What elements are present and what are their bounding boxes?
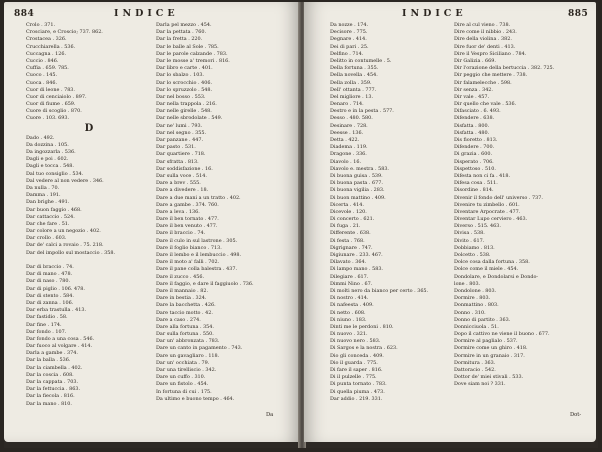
index-entry: Dar buon faggio . 468.: [26, 206, 82, 213]
index-entry: Cuoco . 145.: [26, 72, 58, 79]
index-entry: Dobbiamo . 813.: [454, 244, 495, 251]
index-entry: Cuor di fiume . 659.: [26, 101, 76, 108]
index-entry: Digiunare . 233. 467.: [330, 252, 383, 258]
index-entry: Dilegiare . 617.: [330, 273, 369, 280]
index-entry: Dar lo spruzzolo . 548.: [156, 86, 213, 93]
index-entry: Dar la fettuccia . 863.: [26, 386, 81, 393]
index-entry: Darla pel mezzo . 454.: [156, 22, 212, 28]
index-entry: Di fare il saper . 816.: [330, 367, 383, 373]
index-entry: Dire al cul vieno . 738.: [454, 22, 511, 28]
index-entry: Dolcetto . 538.: [454, 252, 491, 258]
index-entry: Dir l'orazione della bertuccia . 382. 725.: [454, 65, 555, 72]
index-entry: Detta . 422.: [330, 137, 360, 143]
index-entry: Dar la fiecola . 816.: [26, 393, 75, 400]
index-entry: Dare un cuffo . 310.: [156, 374, 206, 381]
index-entry: Dar un' occhiata . 79.: [156, 359, 210, 366]
index-entry: Dare il moto a' falli . 702.: [156, 259, 220, 266]
index-entry: Dolce come il miele . 454.: [454, 266, 519, 273]
index-entry: Cuffia . 659. 785.: [26, 65, 69, 72]
index-entry: Dare il foglio bianco . 713.: [156, 244, 222, 251]
index-entry: Dado . 492.: [26, 134, 55, 141]
index-entry: Dar cattaccio . 524.: [26, 213, 75, 220]
index-entry: Da ultimo e buono tempo . 464.: [156, 395, 235, 402]
index-entry: Dar panzane . 447.: [156, 137, 204, 143]
index-entry: Dagli e tocca . 548.: [26, 163, 74, 170]
index-entry: Dragone . 336.: [330, 151, 367, 158]
index-entry: Desinare . 728.: [330, 122, 368, 129]
index-entry: Dare a gambe . 374. 760.: [156, 201, 219, 208]
index-entry: Disordine . 814.: [454, 187, 494, 194]
index-entry: Dar fondo . 107.: [26, 328, 67, 335]
index-entry: Disfatta . 480.: [454, 129, 490, 136]
index-entry: Dar di mano . 478.: [26, 271, 73, 278]
index-entry: In fortuna di cui . 175.: [156, 388, 212, 395]
index-entry: Cuor di leone . 783.: [26, 86, 75, 93]
index-entry: Dar addio . 219. 331.: [330, 395, 383, 402]
index-entry: Divisa . 538.: [454, 230, 485, 237]
index-entry: Dar ne' lumi . 793.: [156, 122, 203, 129]
index-column-left-1: [26, 22, 152, 408]
index-entry: Dare a divedere . 18.: [156, 187, 209, 194]
index-entry: Dormire in un granaio . 317.: [454, 352, 525, 359]
section-letter: D: [84, 122, 94, 134]
index-entry: Destro e in la pesta . 577.: [330, 108, 394, 115]
index-entry: Dar la ciambella . 402.: [26, 364, 83, 371]
index-entry: Delitto in contumelle . 5.: [330, 57, 392, 64]
index-entry: Dar fuoco al volgare . 414.: [26, 343, 93, 350]
index-entry: Di molti nero da bianco per certo . 365.: [330, 287, 429, 294]
index-entry: Dar fine . 174.: [26, 321, 62, 328]
index-entry: Diventar Lupo cerviero . 463.: [454, 216, 528, 223]
index-entry: Del migliore . 13.: [330, 93, 374, 100]
index-entry: Dagli e poi . 602.: [26, 156, 69, 163]
index-entry: Decisore . 775.: [330, 29, 368, 36]
index-entry: Da nozze . 174.: [330, 22, 369, 28]
index-entry: Dove siam noi ? 331.: [454, 381, 506, 388]
index-entry: Di concerto . 621.: [330, 216, 375, 223]
index-entry: Dondolare, e Dondolarsi e Dondo-: [454, 273, 539, 280]
index-entry: Di Sargos e la nostra . 623.: [330, 345, 398, 352]
index-entry: Dar che fare . 51.: [26, 220, 70, 227]
index-entry: Dan brighe . 491.: [26, 199, 70, 206]
index-entry: Cuoca . 846.: [26, 79, 58, 86]
index-entry: Cuore . 103. 693.: [26, 115, 70, 122]
page-number-right: 885: [568, 9, 589, 19]
index-entry: Di grazia . 600.: [454, 151, 493, 158]
index-entry: Dei di pari . 25.: [330, 43, 369, 50]
index-entry: Dilavato . 364.: [330, 259, 367, 266]
index-entry: Difasciato . 6. 493.: [454, 108, 501, 115]
index-entry: Difesa cosa . 511.: [454, 180, 498, 187]
index-entry: Dare il mannaio . 82.: [156, 287, 209, 294]
index-entry: Dare il braccio . 74.: [156, 230, 206, 237]
page-heading-left: INDICE: [114, 8, 179, 19]
index-entry: Di fuga . 21.: [330, 223, 361, 230]
index-entry: Dir senza . 342.: [454, 86, 493, 93]
index-entry: Dio il guarda . 775.: [330, 359, 378, 366]
index-entry: Dar colore a un negozio . 402.: [26, 228, 101, 235]
index-entry: Dir peggio che mettere . 738.: [454, 72, 528, 79]
index-entry: Delfino . 714.: [330, 50, 364, 57]
index-entry: Dar la fretta . 220.: [156, 36, 203, 43]
index-entry: Dicevole . 120.: [330, 208, 367, 215]
index-entry: Dire come il nibbio . 243.: [454, 29, 517, 36]
index-entry: Dar libro e carte . 401.: [156, 65, 213, 72]
index-entry: Dare un canto in pagamento . 743.: [156, 345, 243, 352]
index-entry: Dar una tirelliscio . 342.: [156, 367, 217, 373]
index-entry: Di buona vigilia . 283.: [330, 187, 385, 194]
page-number-left: 884: [14, 9, 35, 19]
index-entry: Donnicciuola . 51.: [454, 323, 499, 330]
index-entry: Dispettoso . 510.: [454, 165, 496, 172]
index-entry: Dir vale . 457.: [454, 93, 490, 100]
index-entry: Da dozzina . 105.: [26, 141, 69, 148]
index-entry: Dar quartiere . 718.: [156, 151, 206, 158]
index-entry: Dare un fistolo . 454.: [156, 381, 209, 388]
index-entry: Cuccagna . 126.: [26, 50, 67, 57]
index-entry: Dar soddisfazione . 16.: [156, 165, 213, 172]
index-entry: Dar sfratta . 813.: [156, 158, 199, 165]
index-entry: Damma . 191.: [26, 192, 61, 199]
index-entry: Differente . 638.: [330, 230, 371, 237]
index-entry: Dar lo scrocchio . 406.: [156, 79, 213, 86]
index-entry: Digrignare . 747.: [330, 244, 373, 251]
index-entry: Dare un gavagliaro . 118.: [156, 352, 220, 359]
left-page: [4, 2, 300, 442]
index-entry: Dar pasto . 531.: [156, 144, 196, 151]
index-entry: Disperato . 706.: [454, 158, 494, 165]
index-entry: Dondolone . 803.: [454, 287, 497, 294]
index-entry: Degnare . 414.: [330, 36, 367, 43]
index-column-right-2: [454, 22, 592, 389]
index-entry: Della novella . 454.: [330, 72, 378, 79]
index-entry: Denaro . 714.: [330, 101, 364, 108]
index-entry: Dell' ottanta . 777.: [330, 86, 377, 93]
index-entry: Dicerta . 414.: [330, 201, 364, 208]
index-entry: Dir falamelecche . 598.: [454, 79, 512, 86]
index-entry: Di il pulzelle . 775.: [330, 374, 377, 381]
index-entry: Deesse . 136.: [330, 129, 364, 136]
index-entry: Dare a brev . 555.: [156, 180, 201, 187]
index-entry: Dare la bacchetta . 426.: [156, 302, 216, 309]
index-entry: Dare il zucco . 456.: [156, 273, 205, 280]
index-entry: Dar de' calci a rovaio . 75. 218.: [26, 242, 104, 249]
index-entry: Di punta tornato . 783.: [330, 381, 387, 388]
index-entry: Dare il faggio, e dare il faggiuolo . 736.: [156, 280, 254, 287]
index-entry: Dopo il cattivo ne viene il buono . 677.: [454, 331, 550, 338]
index-entry: Difendere . 700.: [454, 144, 495, 151]
index-entry: Della zolla . 359.: [330, 79, 372, 86]
index-entry: Dormire . 803.: [454, 295, 491, 302]
index-entry: Da nulla . 70.: [26, 184, 60, 191]
index-entry: Dar la pettata . 760.: [156, 29, 207, 36]
index-entry: Disfatta . 800.: [454, 122, 490, 129]
index-entry: Donno di partito . 363.: [454, 316, 511, 323]
index-entry: Dormitura . 363.: [454, 359, 496, 366]
index-entry: Dar le mosse a' tremori . 816.: [156, 57, 230, 64]
index-entry: Dare il culo in sul lastrone . 305.: [156, 237, 238, 244]
index-entry: Dal tuo consiglio . 534.: [26, 170, 84, 177]
index-entry: Cuccio . 846.: [26, 57, 59, 64]
index-entry: Dar nel bosso . 553.: [156, 93, 206, 100]
index-entry: Dar di braccio . 74.: [26, 264, 74, 270]
index-entry: Donmattino . 803.: [454, 302, 499, 309]
index-entry: Divenir il fondo dell' universo . 737.: [454, 194, 543, 201]
index-entry: Di buona pasta . 677.: [330, 180, 383, 187]
index-entry: Dinti me le perdoni . 810.: [330, 323, 394, 330]
index-entry: Dare il ben tornato . 477.: [156, 216, 219, 223]
index-entry: Dar le parole calzande . 783.: [156, 50, 228, 57]
index-entry: Dar fastidio . 58.: [26, 314, 68, 321]
index-entry: Dormire al paglialo . 537.: [454, 338, 518, 345]
index-entry: Dire della violina . 382.: [454, 36, 512, 43]
index-entry: lone . 803.: [454, 280, 481, 287]
index-entry: Difendere . 638.: [454, 115, 495, 122]
index-entry: Di lampo mano . 583.: [330, 266, 383, 273]
index-entry: Donno . 310.: [454, 309, 486, 316]
index-entry: Cuore di scoglio . 870.: [26, 108, 82, 115]
index-entry: Crostacea . 326.: [26, 36, 67, 43]
index-entry: Dar nelle sbrodolate . 549.: [156, 115, 223, 122]
index-entry: Dare a leva . 136.: [156, 208, 200, 215]
index-entry: Dormire come un ghiro . 418.: [454, 345, 528, 352]
index-entry: Di quella piuma . 473.: [330, 388, 385, 395]
index-entry: Di netto . 608.: [330, 309, 366, 316]
index-entry: Darla a gambe . 374.: [26, 350, 78, 357]
index-entry: Dar la mano . 810.: [26, 400, 72, 407]
index-entry: Dattoracio . 542.: [454, 367, 496, 373]
page-heading-right: INDICE: [402, 8, 467, 19]
index-entry: Dar nelle girelle . 548.: [156, 108, 212, 115]
index-entry: Dar di piglio . 106. 478.: [26, 285, 85, 292]
index-entry: Di nuovo . 321.: [330, 331, 368, 338]
index-entry: Dar crollo . 603.: [26, 235, 67, 242]
index-entry: Dire il Vespro Siciliano . 784.: [454, 50, 527, 57]
index-entry: Dare taccio motto . 42.: [156, 309, 213, 316]
index-entry: Dare il pane colla balestra . 437.: [156, 266, 238, 273]
index-entry: Dimmi Nino . 67.: [330, 280, 373, 287]
index-entry: Dare in bestia . 324.: [156, 295, 207, 302]
index-entry: Diventare Arpocrate . 477.: [454, 208, 521, 215]
index-entry: Difesta non ci fa . 418.: [454, 172, 511, 179]
index-entry: Dire fuor de' denti . 413.: [454, 43, 516, 50]
index-entry: Della fortuna . 355.: [330, 65, 379, 72]
index-entry: Di nostro . 414.: [330, 295, 369, 302]
index-entry: Dar nel segno . 355.: [156, 129, 207, 136]
index-entry: Dare il lembo e il lembuccio . 498.: [156, 252, 242, 258]
catchword-right: Dot-: [570, 412, 582, 418]
index-entry: Dare alla fortuna . 354.: [156, 323, 214, 330]
index-entry: Dar la coscia . 608.: [26, 371, 74, 378]
book-spread: [4, 2, 598, 448]
index-entry: Dio gli conceda . 409.: [330, 352, 384, 359]
index-entry: Diadema . 119.: [330, 144, 368, 151]
index-entry: Diavolo e. mestra . 583.: [330, 165, 389, 172]
index-entry: Di nuovo nero . 583.: [330, 338, 381, 345]
right-page: [304, 2, 596, 442]
index-entry: Dar un' abbronzata . 783.: [156, 338, 220, 345]
index-entry: Dar di stento . 584.: [26, 292, 74, 299]
index-entry: [26, 257, 152, 264]
index-entry: Crolo . 371.: [26, 22, 56, 28]
index-entry: Di nafeesta . 409.: [330, 302, 374, 309]
index-entry: Di festa . 768.: [330, 237, 365, 244]
index-entry: Dar la cappata . 703.: [26, 379, 79, 385]
index-entry: Dar erba trastulla . 413.: [26, 307, 87, 314]
index-entry: Dir Galizia . 669.: [454, 57, 496, 64]
index-entry: Dar lo sbalzo . 103.: [156, 72, 204, 79]
index-entry: Dal vedere al non vedere . 346.: [26, 177, 104, 184]
catchword-left: Da: [266, 412, 274, 418]
index-entry: Dar sulla voce . 514.: [156, 172, 207, 179]
index-entry: Dar sulla fortuna . 550.: [156, 331, 214, 338]
index-entry: Dar nella trappola . 216.: [156, 101, 217, 108]
index-entry: Dare a caso . 274.: [156, 316, 201, 323]
index-entry: Desso . 480. 580.: [330, 115, 373, 122]
index-entry: Dar del impollo sul mostaccio . 358.: [26, 249, 116, 256]
index-entry: Dir quello che vale . 536.: [454, 101, 517, 108]
index-entry: Dare a due mani a un tratto . 402.: [156, 194, 241, 201]
index-entry: Di niuno . 183.: [330, 316, 367, 323]
index-entry: Dottor de' miei stivali . 533.: [454, 374, 524, 381]
index-entry: Di buona guisa . 539.: [330, 172, 383, 179]
index-entry: Dar di naso . 780.: [26, 278, 71, 285]
index-entry: Cuor di cenciaiolo . 897.: [26, 93, 87, 100]
index-entry: Dolce cosa dalla fortuna . 358.: [454, 259, 530, 266]
index-entry: Dar di zanna . 106.: [26, 299, 74, 306]
index-entry: Dis fioretto . 813.: [454, 137, 498, 143]
index-entry: Divito . 617.: [454, 237, 485, 244]
index-entry: Dar fondo a una cosa . 546.: [26, 335, 95, 342]
index-entry: Diverso . 515. 463.: [454, 223, 501, 230]
index-entry: Dar la balla . 536.: [26, 357, 71, 364]
index-column-left-2: [156, 22, 294, 403]
index-entry: Diavolo . 16.: [330, 158, 362, 165]
index-entry: Da ingozzarla . 536.: [26, 149, 76, 155]
index-entry: Crosciare, e Croscio; 737. 862.: [26, 29, 103, 36]
index-column-right-1: [330, 22, 452, 403]
index-entry: Di buon mattino . 409.: [330, 194, 386, 201]
index-entry: Dar le balle al Sole . 785.: [156, 43, 219, 50]
index-entry: Dare il ben venuto . 477.: [156, 223, 218, 230]
index-entry: Crucchiarella . 536.: [26, 43, 76, 50]
index-entry: Divenire tu zimbello . 601.: [454, 201, 520, 208]
